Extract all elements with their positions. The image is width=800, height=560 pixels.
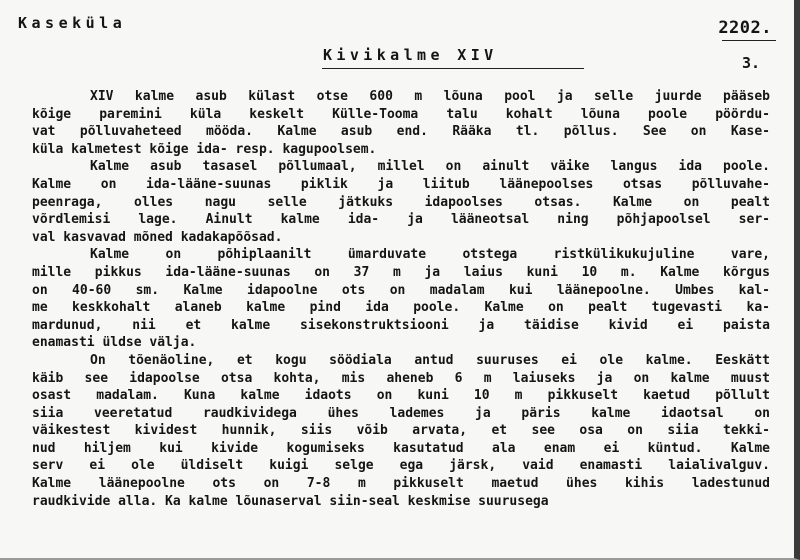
text-line: serv ei ole üldiselt kuigi selge ega järsk, vaid enamasti laialivalguv. [32, 458, 770, 474]
text-line: mardunud, nii et kalme sisekonstruktsiooni ja täidise kivid ei paista [32, 317, 770, 333]
document-title: Kivikalme XIV [323, 46, 498, 64]
text-line: mille pikkus ida-lääne-suunas on 37 m ja laius kuni 10 m. Kalme kõrgus [32, 264, 770, 280]
text-line: peenraga, olles nagu selle jätkuks idapoolses otsas. Kalme on pealt [32, 194, 770, 210]
text-line: On tõenäoline, et kogu söödiala antud suuruses ei ole kalme. Eeskätt [90, 352, 770, 368]
text-line: Kalme on ida-lääne-suunas piklik ja liitub läänepoolses otsas põlluvahe- [32, 176, 770, 192]
page-number: 3. [741, 54, 760, 72]
text-line: osast madalam. Kuna kalme idaots on kuni 10 m pikkuselt kaetud põllult [32, 388, 770, 404]
text-line: vat põlluvaheteed mööda. Kalme asub end. Rääka tl. põllus. See on Kase- [32, 124, 770, 140]
card-number: 2202. [718, 18, 772, 38]
text-line: enamasti üldse välja. [32, 335, 197, 351]
text-line: käib see idapoolse otsa kohta, mis aheneb 6 m laiuseks ja on kalme muust [32, 370, 770, 386]
text-line: võrdlemisi lage. Ainult kalme ida- ja lääneotsal ning põhjapoolsel ser- [32, 212, 770, 228]
title-underline [322, 68, 584, 69]
text-line: väikestest kividest hunnik, siis võib arvata, et see osa on siia tekki- [32, 423, 770, 439]
text-line: me keskkohalt alaneb kalme pind ida poole. Kalme on pealt tugevasti ka- [32, 300, 770, 316]
text-line: on 40-60 sm. Kalme idapoolne ots on madalam kui läänepoolne. Umbes kal- [32, 282, 770, 298]
body-text [32, 88, 770, 510]
text-line: val kasvavad mõned kadakapõõsad. [32, 229, 283, 245]
text-line: kõige paremini küla keskelt Külle-Tooma talu kohalt lõuna poole pöördu- [32, 106, 770, 122]
card-number-underline [722, 40, 776, 41]
text-line: nud hiljem kui kivide kogumiseks kasutatud ala enam ei küntud. Kalme [32, 440, 770, 456]
text-line: raudkivide alla. Ka kalme lõunaserval siin-seal keskmise suurusega [32, 493, 549, 509]
text-line: Kalme on põhiplaanilt ümarduvate otstega ristkülikukujuline vare, [90, 247, 770, 263]
text-line: XIV kalme asub külast otse 600 m lõuna pool ja selle juurde pääseb [90, 89, 770, 104]
text-line: siia veeretatud raudkividega ühes lademes ja päris kalme idaotsal on [32, 405, 770, 421]
text-line: Kalme asub tasasel põllumaal, millel on ainult väike langus ida poole. [90, 159, 770, 175]
text-line: Kalme läänepoolne ots on 7-8 m pikkuselt maetud ühes kihis ladestunud [32, 476, 770, 492]
place-name: Kaseküla [18, 14, 127, 32]
text-line: küla kalmetest kõige ida- resp. kagupoolsem. [32, 141, 377, 157]
